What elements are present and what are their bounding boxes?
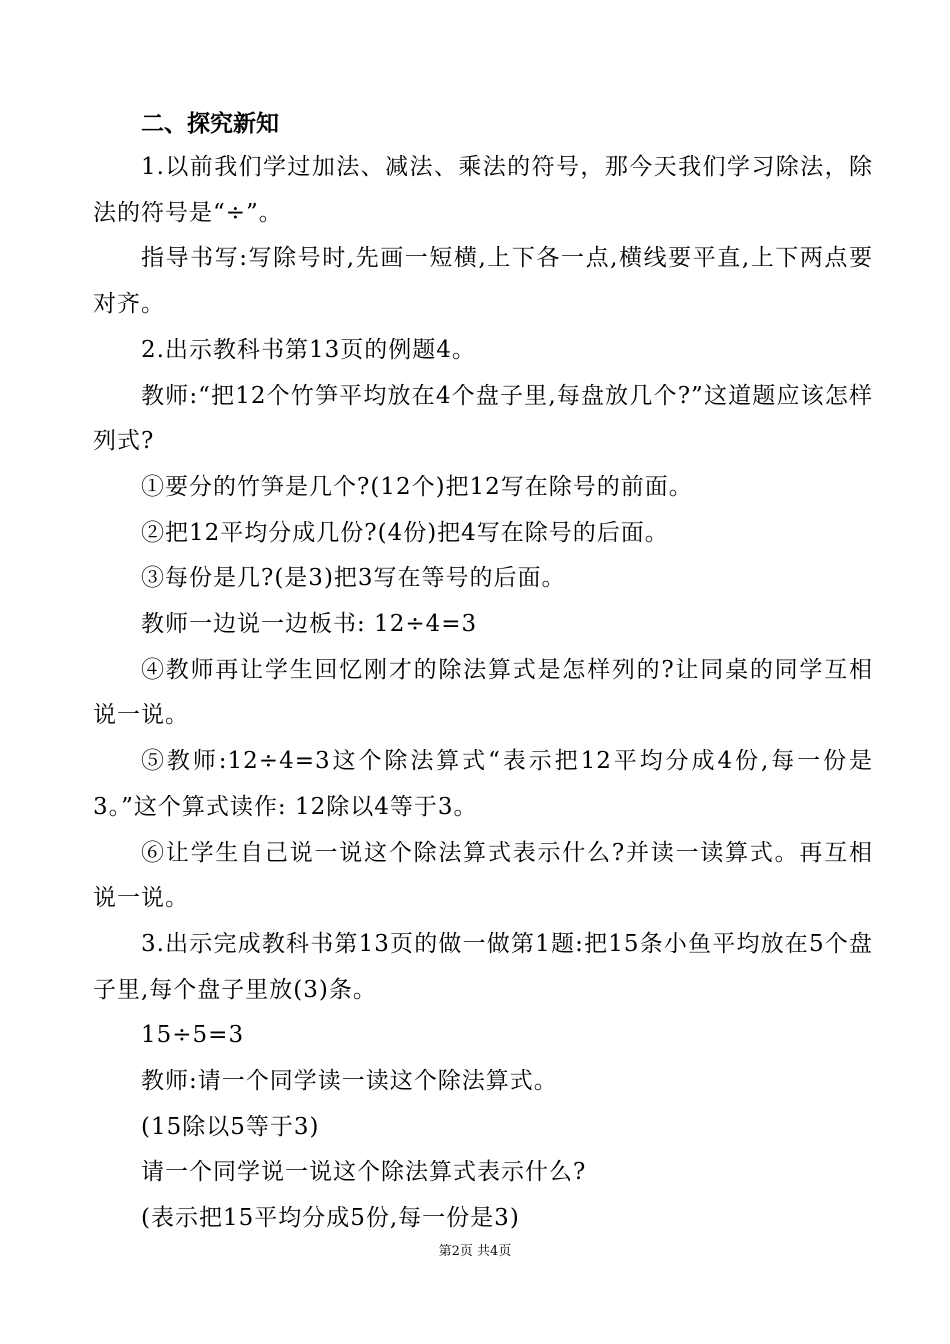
document-body xyxy=(93,103,873,1242)
paragraph-meaning-prompt: 请一个同学说一说这个除法算式表示什么? xyxy=(141,1159,587,1186)
paragraph-read-prompt: 教师:请一个同学读一读这个除法算式。 xyxy=(141,1068,558,1095)
paragraph-board-writing: 教师一边说一边板书: 12÷4=3 xyxy=(141,611,478,638)
paragraph-writing-guide: 指导书写:写除号时,先画一短横,上下各一点,横线要平直,上下两点要对齐。 xyxy=(93,245,873,318)
paragraph-step-6: ⑥让学生自己说一说这个除法算式表示什么?并读一读算式。再互相说一说。 xyxy=(93,839,873,912)
page-footer: 第2页 共4页 xyxy=(438,1244,512,1259)
paragraph-division-symbol: 1.以前我们学过加法、减法、乘法的符号，那今天我们学习除法，除法的符号是“÷”。 xyxy=(93,154,873,226)
paragraph-step-3: ③每份是几?(是3)把3写在等号的后面。 xyxy=(141,565,566,592)
paragraph-equation: 15÷5=3 xyxy=(141,1022,245,1049)
paragraph-exercise: 3.出示完成教科书第13页的做一做第1题:把15条小鱼平均放在5个盘子里,每个盘子里放(3)条。 xyxy=(93,930,873,1003)
paragraph-teacher-question: 教师:“把12个竹笋平均放在4个盘子里,每盘放几个?”这道题应该怎样列式? xyxy=(93,382,873,455)
paragraph-example-4: 2.出示教科书第13页的例题4。 xyxy=(141,336,476,363)
paragraph-step-2: ②把12平均分成几份?(4份)把4写在除号的后面。 xyxy=(141,519,669,546)
paragraph-step-5: ⑤教师:12÷4=3这个除法算式“表示把12平均分成4份,每一份是3。”这个算式读作: 12除以4等于3。 xyxy=(93,748,873,820)
paragraph-meaning-answer: (表示把15平均分成5份,每一份是3) xyxy=(141,1205,520,1232)
paragraph-step-4: ④教师再让学生回忆刚才的除法算式是怎样列的?让同桌的同学互相说一说。 xyxy=(93,656,873,729)
paragraph-step-1: ①要分的竹笋是几个?(12个)把12写在除号的前面。 xyxy=(141,473,693,500)
section-title: 二、探究新知 xyxy=(141,110,279,137)
paragraph-read-answer: (15除以5等于3) xyxy=(141,1113,320,1140)
